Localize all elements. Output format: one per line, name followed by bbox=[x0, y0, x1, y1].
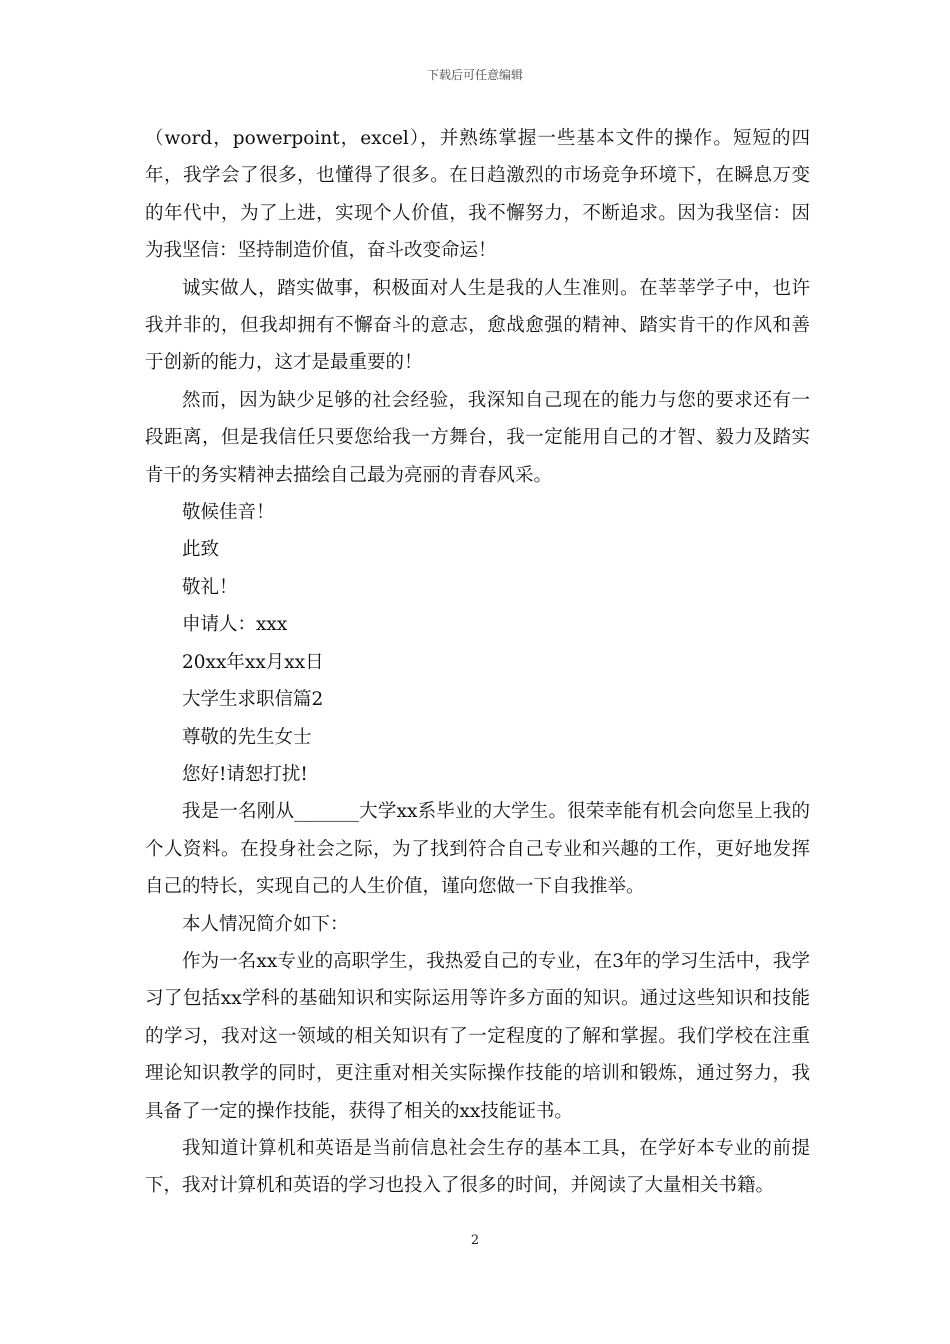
paragraph: 我知道计算机和英语是当前信息社会生存的基本工具，在学好本专业的前提下，我对计算机和英语的学习也投入了很多的时间，并阅读了大量相关书籍。 bbox=[145, 1137, 810, 1197]
closing-line: 敬礼！ bbox=[182, 576, 238, 598]
date-line: 20xx年xx月xx日 bbox=[182, 651, 324, 673]
document-body bbox=[145, 120, 810, 1205]
closing-line: 此致 bbox=[182, 539, 220, 561]
signature-line: 申请人：xxx bbox=[182, 614, 288, 636]
paragraph: 作为一名xx专业的高职学生，我热爱自己的专业，在3年的学习生活中，我学习了包括xx学科的基础知识和实际运用等许多方面的知识。通过这些知识和技能的学习，我对这一领域的相关知识有了一定程度的了解和掌握。我们学校在注重理论知识教学的同时，更注重对相关实际操作技能的培训和锻炼，通过努力，我具备了一定的操作技能，获得了相关的xx技能证书。 bbox=[145, 950, 810, 1122]
paragraph: 本人情况简介如下： bbox=[182, 913, 349, 935]
paragraph: 我是一名刚从_______大学xx系毕业的大学生。很荣幸能有机会向您呈上我的个人资料。在投身社会之际，为了找到符合自己专业和兴趣的工作，更好地发挥自己的特长，实现自己的人生价值，谨向您做一下自我推举。 bbox=[145, 801, 810, 898]
paragraph: 然而，因为缺少足够的社会经验，我深知自己现在的能力与您的要求还有一段距离，但是我信任只要您给我一方舞台，我一定能用自己的才智、毅力及踏实肯干的务实精神去描绘自己最为亮丽的青春风采。 bbox=[145, 389, 810, 486]
greeting: 您好!请恕打扰! bbox=[182, 763, 308, 785]
paragraph-continuation: （word，powerpoint，excel），并熟练掌握一些基本文件的操作。短短的四年，我学会了很多，也懂得了很多。在日趋激烈的市场竞争环境下，在瞬息万变的年代中，为了上进，实现个人价值，我不懈努力，不断追求。因为我坚信：因为我坚信：坚持制造价值，奋斗改变命运！ bbox=[145, 128, 810, 262]
paragraph: 诚实做人，踏实做事，积极面对人生是我的人生准则。在莘莘学子中，也许我并非的，但我却拥有不懈奋斗的意志，愈战愈强的精神、踏实肯干的作风和善于创新的能力，这才是最重要的！ bbox=[145, 277, 810, 374]
page-number: 2 bbox=[470, 1233, 480, 1248]
closing-line: 敬候佳音！ bbox=[182, 502, 275, 524]
page-header: 下载后可任意编辑 bbox=[426, 68, 523, 82]
section-title: 大学生求职信篇2 bbox=[182, 689, 324, 711]
salutation: 尊敬的先生女士 bbox=[182, 726, 312, 748]
